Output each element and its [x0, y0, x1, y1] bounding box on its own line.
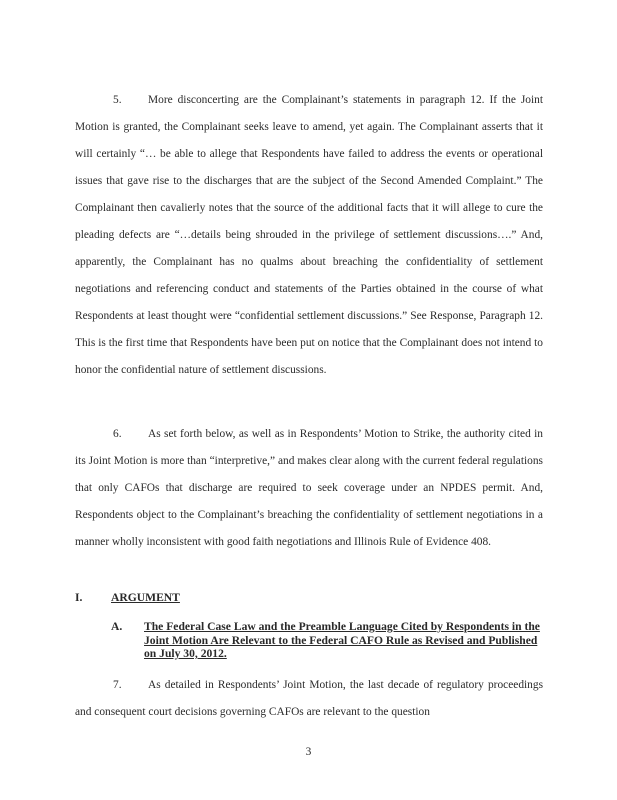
paragraph-number: 5.	[113, 94, 122, 106]
paragraph-text: As set forth below, as well as in Respondents’ Motion to Strike, the authority cited in its Joint Motion is more than “interpretive,” and makes clear along with the current federal regulations that only CAFOs that discharge are required to seek coverage under an NPDES permit. And, Respondents object to the Complainant’s breaching the confidentiality of settlement negotiations in a manner wholly inconsistent with good faith negotiations and Illinois Rule of Evidence 408.	[75, 428, 543, 548]
page-number: 3	[305, 746, 312, 758]
paragraph-7	[75, 672, 543, 726]
section-numeral: I.	[75, 591, 83, 604]
paragraph-number: 7.	[113, 679, 122, 691]
paragraph-number: 6.	[113, 428, 122, 440]
paragraph-text: More disconcerting are the Complainant’s statements in paragraph 12. If the Joint Motion is granted, the Complainant seeks leave to amend, yet again. The Complainant asserts that it will certainly “… be able to allege that Respondents have failed to address the events or operational issues that gave rise to the discharges that are the subject of the Second Amended Complaint.” The Complainant then cavalierly notes that the source of the additional facts that it will allege to cure the pleading defects are “…details being shrouded in the privilege of settlement discussions….” And, apparently, the Complainant has no qualms about breaching the confidentiality of settlement negotiations and referencing conduct and statements of the Parties obtained in the course of what Respondents at least thought were “confidential settlement discussions.” See Response, Paragraph 12. This is the first time that Respondents have been put on notice that the Complainant does not intend to honor the confidential nature of settlement discussions.	[75, 94, 543, 376]
paragraph-6	[75, 421, 543, 556]
subsection-title: The Federal Case Law and the Preamble Language Cited by Respondents in the Joint Motion Are Relevant to the Federal CAFO Rule as Revised and Published on July 30, 2012.	[144, 620, 540, 660]
subsection-heading-a	[111, 620, 541, 661]
section-heading-argument	[75, 589, 180, 607]
section-title: ARGUMENT	[111, 591, 180, 604]
subsection-letter: A.	[111, 620, 123, 633]
paragraph-text: As detailed in Respondents’ Joint Motion, the last decade of regulatory proceedings and consequent court decisions governing CAFOs are relevant to the question	[75, 679, 543, 718]
paragraph-5	[75, 87, 543, 384]
